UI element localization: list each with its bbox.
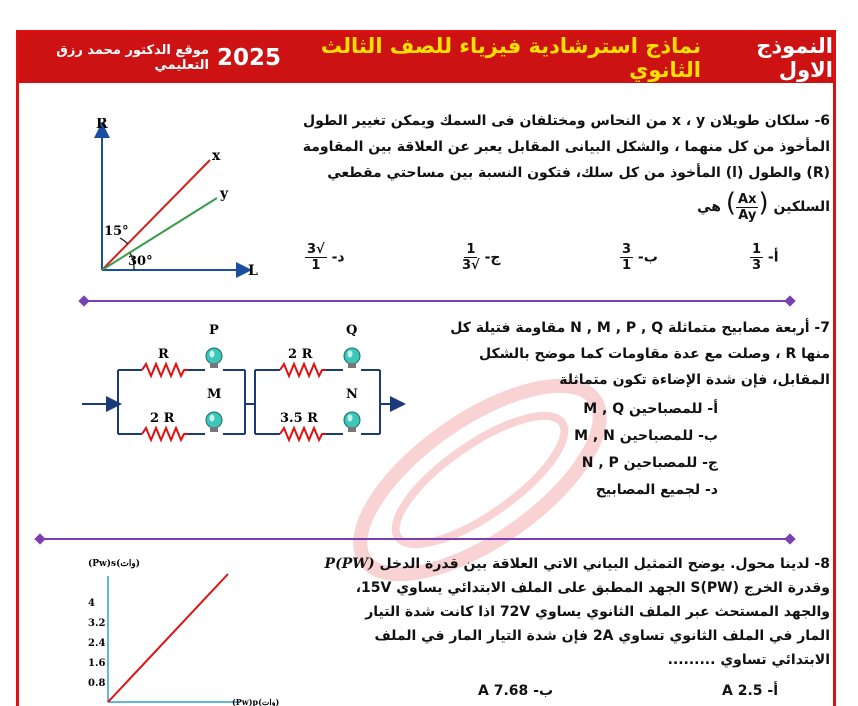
q8-chart-ytick: 2.4 — [88, 638, 106, 649]
q6-option-d[interactable] — [305, 242, 345, 273]
q8-option-b-label: ب- — [533, 683, 554, 699]
question-7 — [400, 315, 830, 393]
question-6 — [300, 108, 830, 223]
q7-label-2r-right: 2 R — [288, 347, 313, 362]
q8-line-3: والجهد المستحث عبر الملف الثانوي يساوي 72V اذا كانت شدة التيار — [365, 604, 830, 620]
q8-line-5: الابتدائي تساوي ......... — [667, 652, 830, 668]
q7-resistor-2r-left — [142, 428, 188, 440]
q7-label-3-5r: 3.5 R — [280, 411, 318, 426]
q8-option-a-label: أ- — [767, 683, 779, 699]
q6-option-b-num: 3 — [622, 242, 632, 257]
q6-angle-15: 15° — [104, 224, 129, 239]
q7-option-a[interactable]: أ- للمصباحين M , Q — [583, 401, 718, 417]
divider-1 — [84, 300, 790, 302]
header-year: 2025 — [216, 45, 281, 71]
q8-chart — [80, 552, 340, 706]
q6-option-a[interactable] — [750, 242, 779, 273]
q7-label-n: N — [346, 387, 358, 402]
q8-line-1 — [310, 552, 830, 576]
q8-chart-series-line — [108, 574, 228, 702]
q7-bulb-n — [344, 412, 360, 432]
q6-option-c-den: √3 — [462, 258, 480, 273]
q6-label-y: y — [220, 186, 229, 202]
q6-ratio-den: Ay — [738, 207, 757, 223]
q8-chart-xlabel: (Pw)p(وات) — [232, 697, 280, 706]
q8-option-a-value: 2.5 A — [722, 683, 763, 699]
q7-label-2r-left: 2 R — [150, 411, 175, 426]
divider-2 — [40, 538, 790, 540]
q6-label-x: x — [212, 148, 221, 164]
q7-option-b[interactable]: ب- للمصباحين M , N — [574, 428, 718, 444]
q7-resistor-r — [142, 364, 188, 376]
q6-option-c-label: ج- — [484, 249, 501, 266]
q6-line-x — [102, 160, 210, 270]
q6-option-b-den: 1 — [622, 258, 632, 273]
q6-ratio-fraction — [736, 192, 758, 223]
q6-line-1: 6- سلكان طويلان x ، y من النحاس ومختلفان فى السمك ويمكن تغيير الطول — [303, 113, 830, 129]
q8-chart-ytick: 3.2 — [88, 618, 106, 629]
q7-bulb-m — [206, 412, 222, 432]
header-site: موقع الدكتور محمد رزق التعليمي — [56, 43, 209, 73]
q6-option-b[interactable] — [620, 242, 658, 273]
q8-chart-ytick: 4 — [88, 598, 95, 609]
q6-angle-30: 30° — [128, 254, 153, 269]
q6-axis-l: L — [248, 263, 258, 279]
q7-bulb-p — [206, 348, 222, 368]
q6-line-2: المأخوذ من كل منهما ، والشكل البيانى المقابل يعبر عن العلاقة بين المقاومة — [302, 139, 830, 155]
q6-graph — [82, 118, 262, 283]
q8-line-4: المار في الملف الثانوي تساوي 2A فإن شدة التيار المار في الملف — [374, 628, 830, 644]
q6-axis-r: R — [96, 118, 108, 132]
q6-line-4-prefix: السلكين — [773, 199, 830, 215]
q7-resistor-3-5r — [280, 428, 326, 440]
q8-chart-ytick: 0.8 — [88, 678, 106, 689]
q6-option-b-label: ب- — [637, 249, 658, 266]
q8-option-b-value: 7.68 A — [478, 683, 529, 699]
q6-option-d-num: √3 — [307, 242, 325, 257]
header-banner — [19, 33, 833, 83]
q6-option-d-den: 1 — [311, 258, 321, 273]
q6-option-d-label: د- — [331, 249, 345, 266]
q7-label-m: M — [207, 387, 222, 402]
q7-option-c[interactable]: ج- للمصباحين N , P — [581, 455, 718, 471]
q8-line-1-text: 8- لدينا محول. يوضح التمثيل البياني الاتي العلاقة بين قدرة الدخل — [379, 556, 830, 572]
q8-input-power: (PW)P — [324, 556, 375, 572]
q7-line-2: منها R ، وصلت مع عدة مقاومات كما موضح بالشكل — [479, 346, 830, 362]
question-8 — [310, 552, 830, 672]
q6-line-4: السلكين ( $\frac{Ax}{Ay}$ ) هي — [697, 188, 830, 223]
q6-line-4-suffix: هي — [697, 199, 721, 215]
q8-chart-ytick: 1.6 — [88, 658, 106, 669]
q6-option-c[interactable] — [462, 242, 501, 273]
q7-option-d[interactable]: د- لجميع المصابيح — [595, 482, 718, 498]
q8-option-b[interactable] — [478, 683, 553, 699]
q7-label-r: R — [158, 347, 169, 362]
q6-option-a-num: 1 — [752, 242, 762, 257]
q7-bulb-q — [344, 348, 360, 368]
q6-ratio-num: Ax — [738, 191, 757, 207]
q7-line-1: 7- أربعة مصابيح متماثلة N , M , P , Q مقاومة فتيلة كل — [450, 320, 830, 336]
q8-line-2: وقدرة الخرج (PW)S الجهد المطبق على الملف الابتدائي يساوي 15V، — [355, 580, 830, 596]
q6-line-3: (R) والطول (l) المأخوذ من كل سلك، فتكون النسبة بين مساحتي مقطعي — [327, 165, 830, 181]
q6-option-a-den: 3 — [752, 258, 762, 273]
header-title: نماذج استرشادية فيزياء للصف الثالث الثانوي — [320, 34, 701, 82]
q8-option-a[interactable] — [722, 683, 778, 699]
header-model: النموذج الاول — [756, 34, 833, 82]
q7-circuit — [80, 318, 410, 448]
q6-option-c-num: 1 — [466, 242, 476, 257]
q7-label-q: Q — [346, 323, 358, 338]
q7-label-p: P — [209, 323, 219, 338]
q8-chart-ylabel: (Pw)s(وات) — [88, 559, 140, 569]
q6-option-a-label: أ- — [767, 249, 779, 266]
q7-resistor-2r-right — [280, 364, 326, 376]
q7-options — [458, 396, 718, 504]
q7-line-3: المقابل، فإن شدة الإضاءة تكون متماثلة — [559, 372, 830, 388]
